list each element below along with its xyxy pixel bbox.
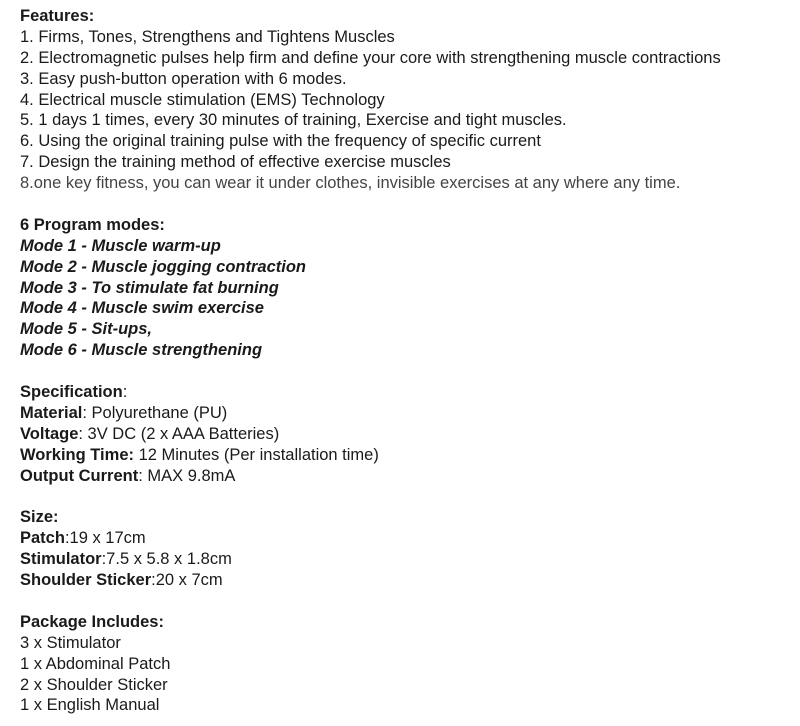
package-item: 2 x Shoulder Sticker bbox=[20, 675, 168, 694]
package-section bbox=[20, 612, 800, 716]
specification-heading-colon: : bbox=[122, 383, 128, 402]
package-heading: Package Includes: bbox=[20, 612, 164, 631]
spec-value: : 3V DC (2 x AAA Batteries) bbox=[78, 424, 280, 443]
specification-heading-line bbox=[20, 382, 800, 403]
spec-label: Working Time: bbox=[20, 445, 134, 464]
feature-item: 2. Electromagnetic pulses help firm and define your core with strengthening muscle contractions bbox=[20, 48, 721, 67]
features-heading: Features: bbox=[20, 7, 95, 25]
features-section bbox=[20, 6, 800, 194]
mode-item: Mode 3 - To stimulate fat burning bbox=[20, 278, 279, 297]
package-item: 1 x English Manual bbox=[20, 696, 160, 715]
size-label: Patch bbox=[20, 529, 65, 548]
feature-item: 1. Firms, Tones, Strengthens and Tightens Muscles bbox=[20, 27, 395, 46]
specification-section bbox=[20, 382, 800, 486]
mode-item: Mode 4 - Muscle swim exercise bbox=[20, 299, 264, 318]
size-row-shoulder-sticker bbox=[20, 570, 800, 591]
package-item: 1 x Abdominal Patch bbox=[20, 654, 171, 673]
mode-item: Mode 5 - Sit-ups, bbox=[20, 320, 152, 339]
feature-item: 3. Easy push-button operation with 6 modes. bbox=[20, 69, 347, 88]
spec-row-working-time bbox=[20, 445, 800, 466]
spec-row-material bbox=[20, 403, 800, 424]
spec-label: Voltage bbox=[20, 424, 79, 443]
specification-heading: Specification bbox=[20, 383, 123, 402]
section-spacer bbox=[20, 194, 800, 215]
section-spacer bbox=[20, 486, 800, 507]
spec-value: 12 Minutes (Per installation time) bbox=[134, 445, 379, 464]
spec-row-output-current bbox=[20, 466, 800, 487]
size-value: :20 x 7cm bbox=[151, 571, 223, 590]
spec-row-voltage bbox=[20, 424, 800, 445]
feature-item: 8.one key fitness, you can wear it under clothes, invisible exercises at any where any time. bbox=[20, 174, 681, 193]
mode-item: Mode 1 - Muscle warm-up bbox=[20, 236, 221, 255]
spec-label: Output Current bbox=[20, 466, 139, 485]
spec-value: : MAX 9.8mA bbox=[138, 466, 236, 485]
size-label: Shoulder Sticker bbox=[20, 571, 152, 590]
spec-value: : Polyurethane (PU) bbox=[82, 403, 228, 422]
section-spacer bbox=[20, 361, 800, 382]
section-spacer bbox=[20, 591, 800, 612]
size-heading: Size: bbox=[20, 508, 59, 527]
size-value: :19 x 17cm bbox=[64, 529, 146, 548]
size-value: :7.5 x 5.8 x 1.8cm bbox=[101, 550, 232, 569]
modes-heading: 6 Program modes: bbox=[20, 215, 165, 234]
feature-item: 5. 1 days 1 times, every 30 minutes of training, Exercise and tight muscles. bbox=[20, 111, 567, 130]
mode-item: Mode 6 - Muscle strengthening bbox=[20, 341, 263, 360]
size-row-patch bbox=[20, 528, 800, 549]
feature-item: 6. Using the original training pulse with the frequency of specific current bbox=[20, 132, 541, 151]
modes-section bbox=[20, 215, 800, 361]
size-label: Stimulator bbox=[20, 550, 102, 569]
size-section bbox=[20, 507, 800, 591]
feature-item: 4. Electrical muscle stimulation (EMS) Technology bbox=[20, 90, 385, 109]
spec-label: Material bbox=[20, 403, 83, 422]
feature-item: 7. Design the training method of effective exercise muscles bbox=[20, 153, 451, 172]
size-row-stimulator bbox=[20, 549, 800, 570]
package-item: 3 x Stimulator bbox=[20, 633, 121, 652]
mode-item: Mode 2 - Muscle jogging contraction bbox=[20, 257, 307, 276]
